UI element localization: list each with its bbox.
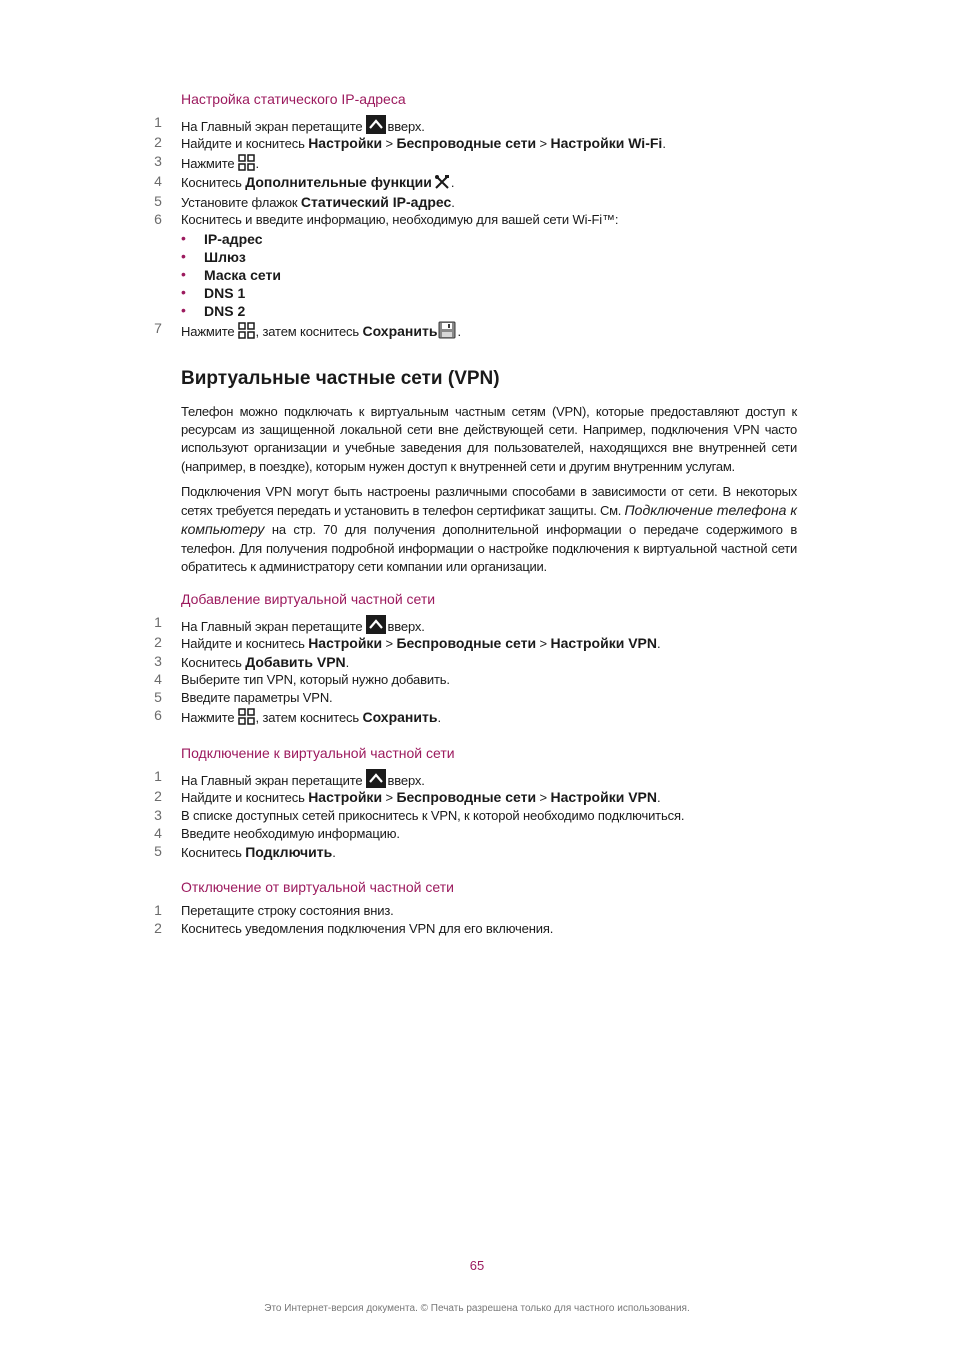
separator: > <box>539 790 547 805</box>
step-number: 4 <box>154 825 162 841</box>
bullet-text: DNS 1 <box>204 285 246 301</box>
punct: . <box>662 136 666 151</box>
menu-icon <box>238 708 255 725</box>
step-number: 7 <box>154 320 162 336</box>
step-text: Нажмите <box>181 324 235 339</box>
step-number: 4 <box>154 173 162 189</box>
separator: > <box>539 136 547 151</box>
subsection-heading-disconnect-vpn: Отключение от виртуальной частной сети <box>181 879 454 895</box>
arrow-up-icon <box>366 769 386 788</box>
arrow-up-icon <box>366 115 386 134</box>
bullet-text: Шлюз <box>204 249 246 265</box>
bullet-text: IP-адрес <box>204 231 263 247</box>
step-number: 1 <box>154 902 162 918</box>
ui-term: Настройки <box>308 635 383 651</box>
step-text: Нажмите <box>181 710 235 725</box>
step-number: 2 <box>154 920 162 936</box>
paragraph-text: Подключения VPN могут быть настроены различными способами в зависимости от сети. В некоторых сетях требуется передать и установить в телефон сертификат защиты. См. <box>181 484 797 519</box>
page-number: 65 <box>469 1258 485 1273</box>
ui-term: Беспроводные сети <box>396 789 537 805</box>
step-number: 5 <box>154 843 162 859</box>
bullet-dot: • <box>181 230 186 246</box>
step-number: 5 <box>154 689 162 705</box>
punct: . <box>451 195 455 210</box>
step-number: 1 <box>154 614 162 630</box>
step-text: , затем коснитесь <box>255 710 359 725</box>
tools-icon <box>434 174 450 190</box>
ui-term: Статический IP-адрес <box>300 194 452 210</box>
step-text: , затем коснитесь <box>255 324 359 339</box>
step-text: На Главный экран перетащите <box>181 119 363 134</box>
step-text: Установите флажок <box>181 195 298 210</box>
ui-term: Сохранить <box>362 323 438 339</box>
punct: . <box>657 636 661 651</box>
step-text: вверх. <box>387 619 425 634</box>
bullet-dot: • <box>181 284 186 300</box>
step-number: 2 <box>154 134 162 150</box>
punct: . <box>657 790 661 805</box>
punct: . <box>437 710 441 725</box>
step-number: 3 <box>154 807 162 823</box>
ui-term: Сохранить <box>362 709 438 725</box>
step-number: 3 <box>154 153 162 169</box>
step-text: В списке доступных сетей прикоснитесь к VPN, к которой необходимо подключиться. <box>181 808 685 823</box>
punct: . <box>345 655 350 670</box>
bullet-text: Маска сети <box>204 267 281 283</box>
step-number: 3 <box>154 653 162 669</box>
punct: . <box>450 175 455 190</box>
step-text: вверх. <box>387 773 425 788</box>
footer-note: Это Интернет-версия документа. © Печать разрешена только для частного использования. <box>264 1303 690 1314</box>
cross-reference-link[interactable]: Подключение телефона к компьютеру <box>181 502 797 538</box>
ui-term: Настройки <box>308 789 383 805</box>
step-text: На Главный экран перетащите <box>181 773 363 788</box>
paragraph-vpn-config <box>181 483 797 576</box>
ui-term: Подключить <box>245 844 333 860</box>
step-text: Нажмите <box>181 156 235 171</box>
step-text: Перетащите строку состояния вниз. <box>181 903 394 918</box>
separator: > <box>539 636 547 651</box>
step-text: Коснитесь и введите информацию, необходимую для вашей сети Wi-Fi™: <box>181 212 619 227</box>
bullet-dot: • <box>181 302 186 318</box>
menu-icon <box>238 154 255 171</box>
punct: . <box>332 845 336 860</box>
step-text: Найдите и коснитесь <box>181 136 305 151</box>
ui-term: Беспроводные сети <box>396 135 537 151</box>
ui-term: Дополнительные функции <box>245 174 432 190</box>
menu-icon <box>238 322 255 339</box>
save-icon <box>438 321 456 339</box>
step-text: Коснитесь <box>181 175 242 190</box>
punct: . <box>255 156 259 171</box>
subsection-heading-add-vpn: Добавление виртуальной частной сети <box>181 591 436 607</box>
step-text: Коснитесь уведомления подключения VPN для его включения. <box>181 921 554 936</box>
step-number: 1 <box>154 114 162 130</box>
ui-term: Настройки <box>308 135 383 151</box>
bullet-dot: • <box>181 248 186 264</box>
bullet-dot: • <box>181 266 186 282</box>
ui-term: Беспроводные сети <box>396 635 537 651</box>
punct: . <box>457 324 461 339</box>
step-number: 4 <box>154 671 162 687</box>
step-number: 1 <box>154 768 162 784</box>
arrow-up-icon <box>366 615 386 634</box>
subsection-heading-connect-vpn: Подключение к виртуальной частной сети <box>181 745 455 761</box>
step-number: 6 <box>154 211 162 227</box>
step-number: 5 <box>154 193 162 209</box>
separator: > <box>385 790 393 805</box>
separator: > <box>385 636 393 651</box>
step-text: Введите параметры VPN. <box>181 690 333 705</box>
subsection-heading-static-ip: Настройка статического IP-адреса <box>181 91 406 107</box>
step-text: Выберите тип VPN, который нужно добавить. <box>181 672 450 687</box>
step-text: вверх. <box>387 119 425 134</box>
step-text: Введите необходимую информацию. <box>181 826 400 841</box>
ui-term: Настройки Wi-Fi <box>550 135 663 151</box>
step-text: Найдите и коснитесь <box>181 636 305 651</box>
section-title-vpn: Виртуальные частные сети (VPN) <box>181 368 500 389</box>
ui-term: Добавить VPN <box>245 654 346 670</box>
ui-term: Настройки VPN <box>550 635 658 651</box>
paragraph-text: на стр. 70 для получения дополнительной информации о передаче содержимого в телефон. Для получения подробной информации о настройке подключения к виртуальной частной сети обратитесь к администратору сети компании или организации. <box>181 522 797 574</box>
ui-term: Настройки VPN <box>550 789 658 805</box>
step-number: 2 <box>154 634 162 650</box>
separator: > <box>385 136 393 151</box>
step-text: На Главный экран перетащите <box>181 619 363 634</box>
step-text: Найдите и коснитесь <box>181 790 305 805</box>
step-text: Коснитесь <box>181 655 242 670</box>
paragraph-vpn-intro: Телефон можно подключать к виртуальным частным сетям (VPN), которые предоставляют доступ к ресурсам из защищенной локальной сети вне действующей сети. Например, подключения VPN часто используют организации и учебные заведения для пользователей, находящихся вне внутренней сети (например, в поездке), которым нужен доступ к внутренней сети и другим внутренним услугам. <box>181 404 797 474</box>
step-number: 6 <box>154 707 162 723</box>
step-number: 2 <box>154 788 162 804</box>
bullet-text: DNS 2 <box>204 303 246 319</box>
step-text: Коснитесь <box>181 845 242 860</box>
